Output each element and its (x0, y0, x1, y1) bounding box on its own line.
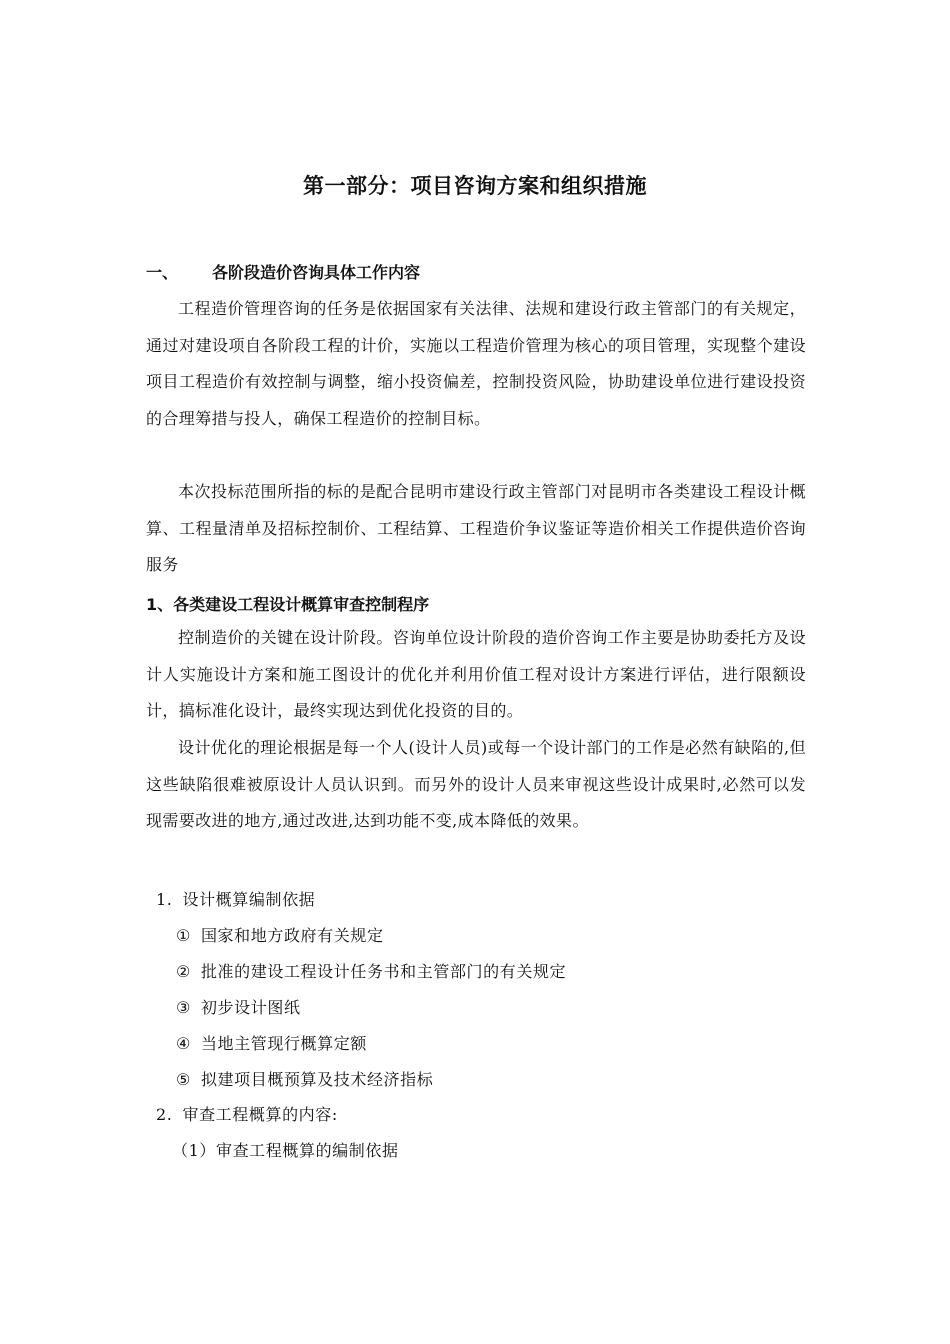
list-item-marker: ④ (176, 1034, 191, 1053)
page-title: 第一部分：项目咨询方案和组织措施 (303, 174, 647, 198)
list-item (176, 1067, 433, 1090)
list-item (176, 959, 566, 982)
list-item-text: 批准的建设工程设计任务书和主管部门的有关规定 (200, 962, 567, 981)
section-heading (146, 260, 420, 283)
paragraph-3: 控制造价的关键在设计阶段。咨询单位设计阶段的造价咨询工作主要是协助委托方及设计人实施设计方案和施工图设计的优化并利用价值工程对设计方案进行评估，进行限额设计，搞标准化设计，最终实现达到优化投资的目的。 (146, 628, 806, 721)
list-item-text: 当地主管现行概算定额 (200, 1034, 367, 1053)
list-item-marker: （1） (172, 1141, 216, 1160)
paragraph-2: 本次投标范围所指的标的是配合昆明市建设行政主管部门对昆明市各类建设工程设计概算、工程量清单及招标控制价、工程结算、工程造价争议鉴证等造价相关工作提供造价咨询服务 (146, 482, 806, 575)
section-number: 一、 (146, 263, 179, 282)
section-heading-text: 各阶段造价咨询具体工作内容 (212, 263, 421, 282)
list-heading-text: 设计概算编制依据 (182, 890, 316, 909)
list-item (172, 1138, 399, 1161)
list-heading-1 (156, 887, 315, 910)
list-marker: 2. (156, 1105, 173, 1124)
list-heading-text: 审查工程概算的内容: (182, 1105, 338, 1124)
list-item-text: 拟建项目概预算及技术经济指标 (200, 1070, 434, 1089)
list-item-text: 审查工程概算的编制依据 (215, 1141, 399, 1160)
paragraph-4: 设计优化的理论根据是每一个人(设计人员)或每一个设计部门的工作是必然有缺陷的,但这些缺陷很难被原设计人员认识到。而另外的设计人员来审视这些设计成果时,必然可以发现需要改进的地方,通过改进,达到功能不变,成本降低的效果。 (146, 738, 806, 831)
list-item-text: 国家和地方政府有关规定 (200, 926, 384, 945)
list-item (176, 923, 384, 946)
list-item (176, 1031, 367, 1054)
list-item-marker: ③ (176, 998, 191, 1017)
list-item-marker: ① (176, 926, 191, 945)
list-marker: 1. (156, 890, 173, 909)
list-heading-2 (156, 1102, 338, 1125)
list-item (176, 995, 301, 1018)
paragraph-1: 工程造价管理咨询的任务是依据国家有关法律、法规和建设行政主管部门的有关规定，通过对建设项自各阶段工程的计价，实施以工程造价管理为核心的项目管理，实现整个建设项目工程造价有效控制与调整，缩小投资偏差，控制投资风险，协助建设单位进行建设投资的合理筹措与投人，确保工程造价的控制目标。 (146, 299, 806, 428)
list-item-marker: ⑤ (176, 1070, 191, 1089)
list-item-marker: ② (176, 962, 191, 981)
list-item-text: 初步设计图纸 (200, 998, 301, 1017)
subsection-heading: 1、各类建设工程设计概算审查控制程序 (146, 595, 430, 614)
